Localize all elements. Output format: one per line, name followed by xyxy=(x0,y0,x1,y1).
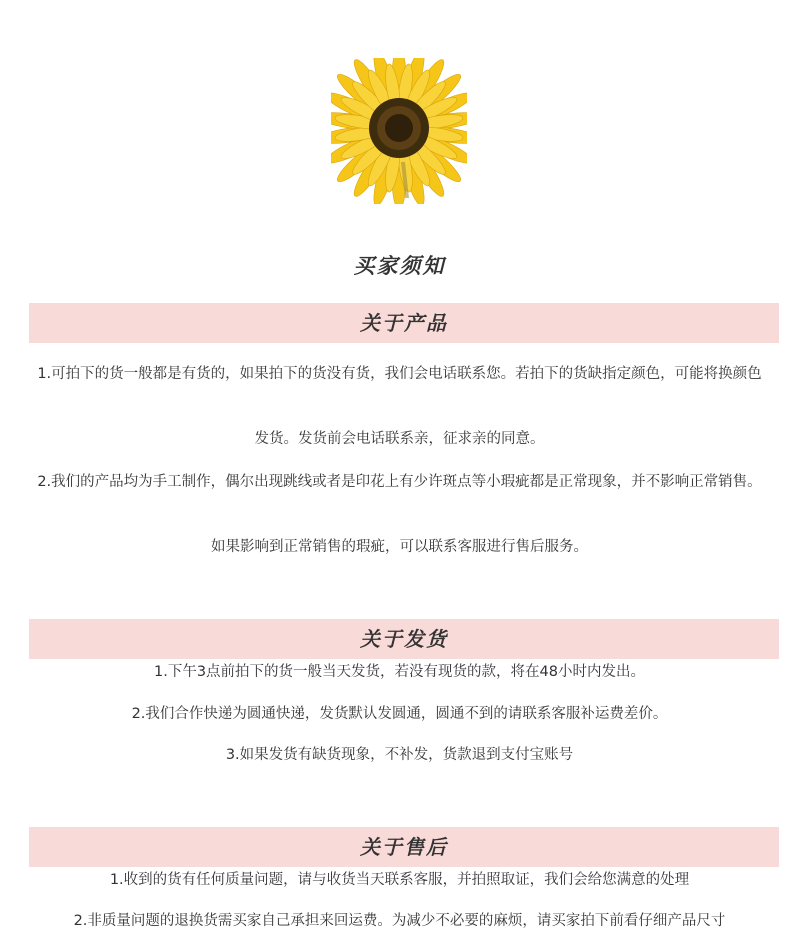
product-paragraph-4: 如果影响到正常销售的瑕疵，可以联系客服进行售后服务。 xyxy=(211,539,588,555)
shipping-paragraph-3: 3.如果发货有缺货现象，不补发，货款退到支付宝账号 xyxy=(225,747,574,763)
section-title-shipping: 关于发货 xyxy=(29,619,779,659)
section-title-product: 关于产品 xyxy=(29,303,779,343)
product-paragraph-3: 2.我们的产品均为手工制作，偶尔出现跳线或者是印花上有少许斑点等小瑕疵都是正常现象，并不影响正常销售。 xyxy=(37,474,762,490)
product-paragraph-1: 1.可拍下的货一般都是有货的，如果拍下的货没有货，我们会电话联系您。若拍下的货缺指定颜色，可能将换颜色 xyxy=(37,366,762,382)
sunflower-icon xyxy=(331,58,467,204)
aftersale-paragraph-1: 1.收到的货有任何质量问题，请与收货当天联系客服，并拍照取证，我们会给您满意的处理 xyxy=(109,872,690,888)
section-title-aftersale: 关于售后 xyxy=(29,827,779,867)
aftersale-paragraph-2: 2.非质量问题的退换货需买家自己承担来回运费。为减少不必要的麻烦，请买家拍下前看仔细产品尺寸 xyxy=(73,913,726,929)
page-title: 买家须知 xyxy=(353,253,446,278)
shipping-paragraph-1: 1.下午3点前拍下的货一般当天发货，若没有现货的款，将在48小时内发出。 xyxy=(153,664,645,680)
shipping-paragraph-2: 2.我们合作快递为圆通快递，发货默认发圆通，圆通不到的请联系客服补运费差价。 xyxy=(131,706,668,722)
product-paragraph-2: 发货。发货前会电话联系亲，征求亲的同意。 xyxy=(254,431,545,447)
